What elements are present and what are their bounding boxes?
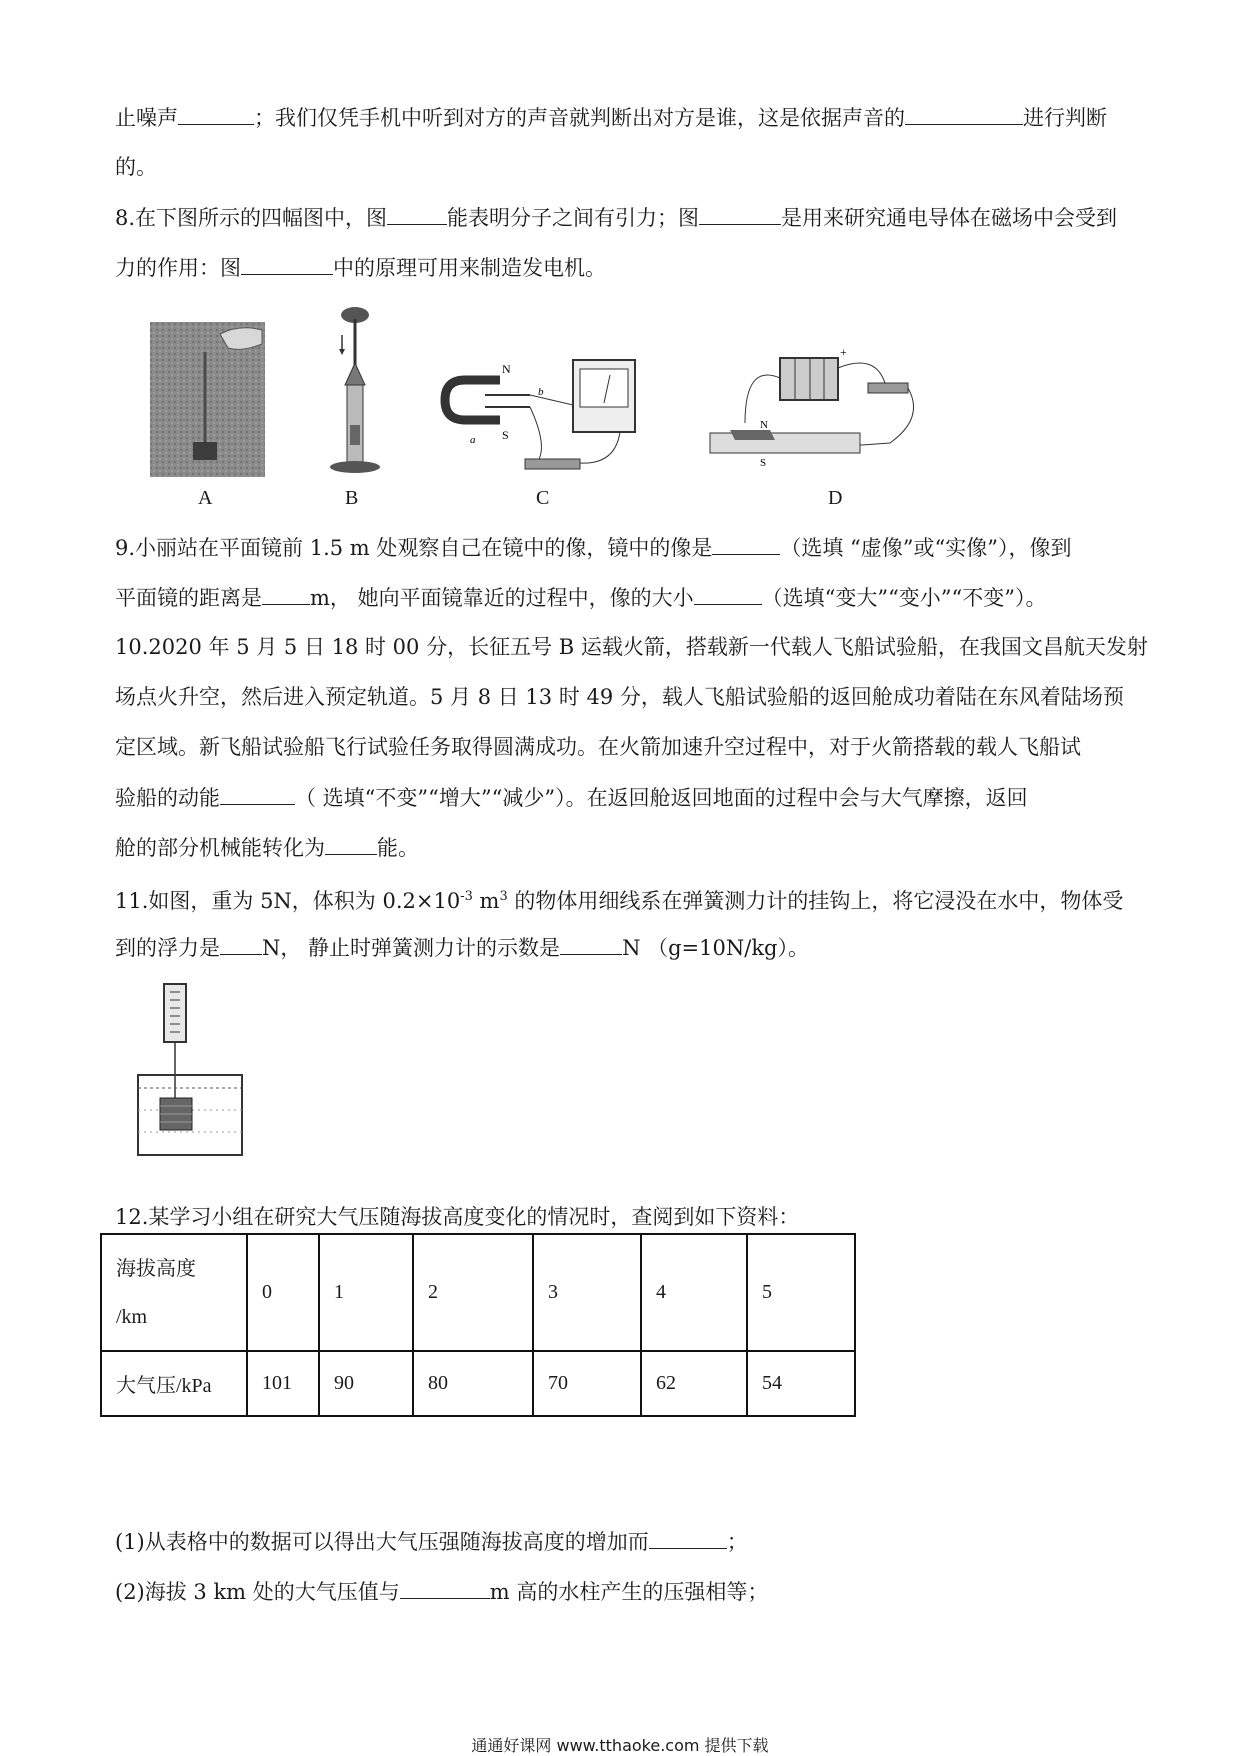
table-cell: 101 [247, 1351, 319, 1416]
fig-c-a-label: a [470, 434, 476, 446]
q11-text-f: N （g=10N/kg）。 [622, 936, 809, 960]
table-header-pressure: 大气压/kPa [101, 1351, 247, 1416]
answer-blank[interactable] [178, 102, 254, 125]
figure-spring-scale-in-water [130, 980, 250, 1170]
altitude-label: 海拔高度 [116, 1257, 196, 1280]
q11-text-c: 的物体用细线系在弹簧测力计的挂钩上，将它浸没在水中，物体受 [507, 889, 1124, 913]
q8-text-b: 能表明分子之间有引力；图 [447, 206, 700, 230]
answer-blank[interactable] [241, 252, 333, 275]
q11-text-d: 到的浮力是 [115, 936, 220, 960]
table-header-altitude [101, 1234, 247, 1351]
q9-text-d: m， 她向平面镜靠近的过程中，像的大小 [310, 586, 694, 610]
q12-sub1-text-a: (1)从表格中的数据可以得出大气压强随海拔高度的增加而 [115, 1530, 649, 1554]
fig-d-plus-label: + [840, 348, 847, 359]
figure-label-d: D [828, 487, 843, 509]
q10-line-4 [115, 782, 1028, 813]
answer-blank[interactable] [649, 1526, 727, 1549]
answer-blank[interactable] [712, 532, 780, 555]
fig-d-n-label: N [760, 419, 768, 431]
q8-text-d: 力的作用：图 [115, 256, 241, 280]
fig-c-n-label: N [502, 362, 511, 376]
figure-c-generator-experiment [440, 355, 650, 480]
table-cell: 3 [533, 1234, 641, 1351]
q10-line-1: 10.2020 年 5 月 5 日 18 时 00 分，长征五号 B 运载火箭，搭载新一代载人飞船试验船，在我国文昌航天发射 [115, 635, 1148, 659]
q11-text-e: N， 静止时弹簧测力计的示数是 [262, 936, 561, 960]
answer-blank[interactable] [560, 932, 622, 955]
q8-line-1 [115, 202, 1117, 233]
q11-line-1 [115, 882, 1123, 916]
table-cell: 4 [641, 1234, 747, 1351]
altitude-unit: /km [116, 1305, 148, 1328]
figure-a-molecular-attraction [150, 322, 265, 477]
answer-blank[interactable] [325, 832, 377, 855]
q12-sub2-text-b: m 高的水柱产生的压强相等； [489, 1580, 769, 1604]
answer-blank[interactable] [694, 582, 762, 605]
answer-blank[interactable] [905, 102, 1023, 125]
q9-line-2 [115, 582, 1047, 613]
figure-b-piston-cylinder [320, 305, 390, 477]
fig-c-s-label: S [502, 428, 509, 442]
answer-blank[interactable] [400, 1576, 490, 1599]
figure-label-b: B [345, 487, 359, 509]
table-cell: 2 [413, 1234, 533, 1351]
table-cell: 54 [747, 1351, 855, 1416]
q11-exponent-2: 3 [499, 889, 508, 904]
answer-blank[interactable] [699, 202, 781, 225]
figure-d-motor-experiment [700, 348, 930, 473]
q11-text-b: m [472, 889, 500, 913]
q10-text-c: 舱的部分机械能转化为 [115, 836, 325, 860]
table-row-pressure [101, 1351, 855, 1416]
q7-text-b: ；我们仅凭手机中听到对方的声音就判断出对方是谁，这是依据声音的 [254, 106, 905, 130]
table-cell: 90 [319, 1351, 413, 1416]
altitude-pressure-table [100, 1233, 856, 1417]
q9-text-e: （选填“变大”“变小”“不变”）。 [761, 586, 1047, 610]
q11-line-2 [115, 932, 809, 963]
q9-text-c: 平面镜的距离是 [115, 586, 262, 610]
q8-text-c: 是用来研究通电导体在磁场中会受到 [781, 206, 1118, 230]
q9-line-1 [115, 532, 1072, 563]
q12-sub1-text-b: ； [726, 1530, 748, 1554]
table-cell: 80 [413, 1351, 533, 1416]
q9-text-b: （选填 “虚像”或“实像”），像到 [780, 536, 1072, 560]
q10-line-2: 场点火升空，然后进入预定轨道。5 月 8 日 13 时 49 分，载人飞船试验船的返回舱成功着陆在东风着陆场预 [115, 685, 1124, 709]
q10-text-a: 验船的动能 [115, 786, 220, 810]
table-cell: 0 [247, 1234, 319, 1351]
q8-line-2 [115, 252, 606, 283]
q7-text-a: 止噪声 [115, 106, 178, 130]
q7-line-2: 的。 [115, 155, 157, 179]
q10-text-d: 能。 [377, 836, 419, 860]
q8-text-a: 8.在下图所示的四幅图中，图 [115, 206, 388, 230]
answer-blank[interactable] [387, 202, 447, 225]
figure-label-c: C [536, 487, 550, 509]
q12-sub-1 [115, 1526, 748, 1557]
table-cell: 70 [533, 1351, 641, 1416]
table-cell: 5 [747, 1234, 855, 1351]
answer-blank[interactable] [220, 782, 295, 805]
q9-text-a: 9.小丽站在平面镜前 1.5 m 处观察自己在镜中的像，镜中的像是 [115, 536, 713, 560]
q10-line-3: 定区域。新飞船试验船飞行试验任务取得圆满成功。在火箭加速升空过程中，对于火箭搭载的载人飞船试 [115, 735, 1081, 759]
q11-text-a: 11.如图，重为 5N，体积为 0.2×10 [115, 889, 461, 913]
q10-line-5 [115, 832, 419, 863]
q7-text-c: 进行判断 [1023, 106, 1107, 130]
q11-exponent-1: -3 [460, 889, 473, 904]
answer-blank[interactable] [262, 582, 310, 605]
q12-sub-2 [115, 1576, 768, 1607]
table-cell: 1 [319, 1234, 413, 1351]
table-cell: 62 [641, 1351, 747, 1416]
page-footer: 通通好课网 www.tthaoke.com 提供下载 [471, 1736, 769, 1755]
fig-c-b-label: b [538, 386, 544, 398]
q12-sub2-text-a: (2)海拔 3 km 处的大气压值与 [115, 1580, 400, 1604]
q7-line-1 [115, 102, 1107, 133]
answer-blank[interactable] [220, 932, 262, 955]
figure-label-a: A [198, 487, 213, 509]
q8-text-e: 中的原理可用来制造发电机。 [333, 256, 606, 280]
table-row-altitude [101, 1234, 855, 1351]
q10-text-b: （ 选填“不变”“增大”“减少”）。在返回舱返回地面的过程中会与大气摩擦，返回 [295, 786, 1028, 810]
fig-d-s-label: S [760, 457, 767, 469]
q12-intro: 12.某学习小组在研究大气压随海拔高度变化的情况时，查阅到如下资料： [115, 1205, 800, 1229]
